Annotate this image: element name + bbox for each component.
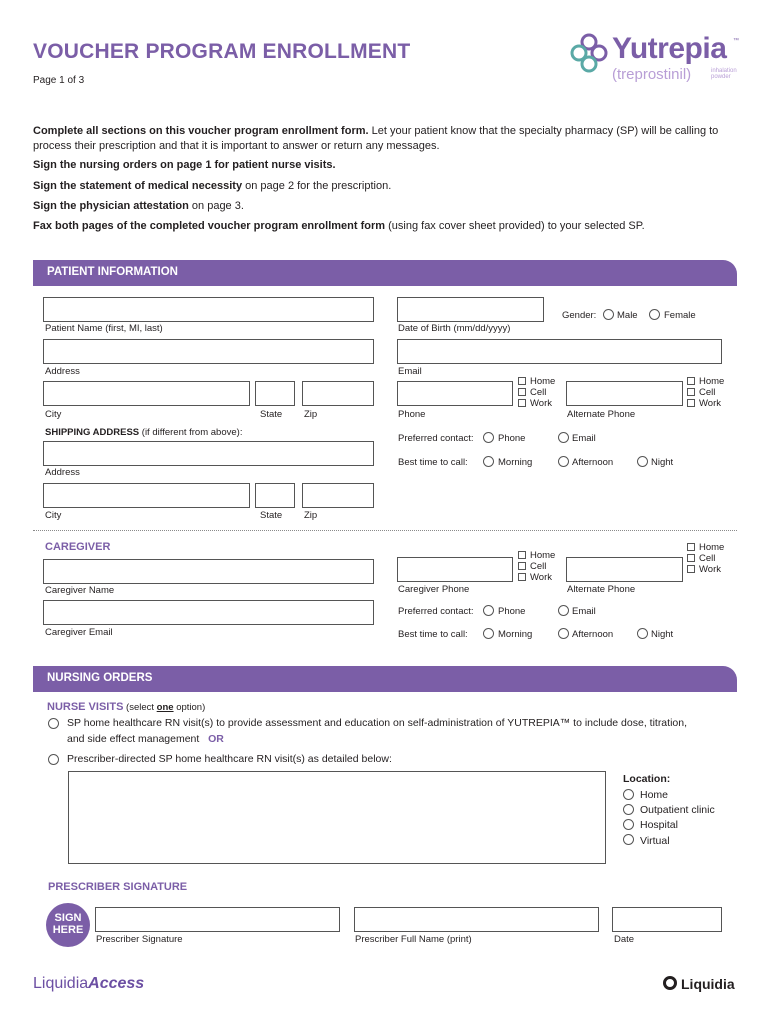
caregiver-heading: CAREGIVER	[45, 541, 111, 553]
yutrepia-logo-icon	[568, 32, 610, 74]
logo-form: inhalation powder	[711, 68, 737, 80]
location-home-label: Home	[640, 789, 669, 801]
prescriber-signature-label: Prescriber Signature	[96, 934, 183, 945]
ship-address-label: Address	[45, 467, 80, 478]
alt-phone-label: Alternate Phone	[567, 409, 636, 420]
dob-field[interactable]	[397, 297, 544, 322]
pref-email-label: Email	[572, 433, 596, 444]
nurse-visits-heading: NURSE VISITS (select one option)	[47, 701, 206, 713]
state-field[interactable]	[255, 381, 295, 406]
section-divider	[33, 530, 737, 531]
cg-pref-contact-label: Preferred contact:	[398, 606, 474, 617]
liquidia-logo-icon	[663, 976, 677, 990]
prescriber-signature-heading: PRESCRIBER SIGNATURE	[48, 881, 188, 893]
time-morning-radio[interactable]	[483, 456, 494, 467]
cg-alt-cell-label: Cell	[699, 553, 716, 564]
zip-label: Zip	[304, 409, 318, 420]
caregiver-email-label: Caregiver Email	[45, 627, 113, 638]
nurse-option-2-text: Prescriber-directed SP home healthcare RN visit(s) as detailed below:	[67, 753, 392, 765]
time-afternoon-label: Afternoon	[572, 457, 614, 468]
cg-pref-phone-label: Phone	[498, 606, 526, 617]
alt-phone-home-checkbox[interactable]	[687, 377, 695, 385]
phone-label: Phone	[398, 409, 426, 420]
alt-phone-cell-checkbox[interactable]	[687, 388, 695, 396]
sign-here-badge: SIGN HERE	[46, 903, 90, 947]
cg-pref-phone-radio[interactable]	[483, 605, 494, 616]
time-morning-label: Morning	[498, 457, 533, 468]
ship-state-label: State	[260, 510, 283, 521]
phone-home-checkbox[interactable]	[518, 377, 526, 385]
ship-city-label: City	[45, 510, 62, 521]
cg-time-night-radio[interactable]	[637, 628, 648, 639]
caregiver-phone-field[interactable]	[397, 557, 513, 582]
cg-alt-work-label: Work	[699, 564, 721, 575]
address-label: Address	[45, 366, 80, 377]
logo-generic-name: (treprostinil)	[612, 66, 692, 83]
page-number: Page 1 of 3	[33, 75, 85, 86]
cg-time-night-label: Night	[651, 629, 674, 640]
cg-alt-home-label: Home	[699, 542, 725, 553]
alt-phone-cell-label: Cell	[699, 387, 716, 398]
pref-contact-label: Preferred contact:	[398, 433, 474, 444]
best-time-label: Best time to call:	[398, 457, 468, 468]
nurse-option-2-radio[interactable]	[48, 754, 59, 765]
cg-phone-work-checkbox[interactable]	[518, 573, 526, 581]
email-label: Email	[398, 366, 422, 377]
phone-work-label: Work	[530, 398, 552, 409]
cg-phone-work-label: Work	[530, 572, 552, 583]
patient-name-field[interactable]	[43, 297, 374, 322]
instruction-1: Complete all sections on this voucher program enrollment form. Let your patient know that the specialty pharmacy (SP) will be calling to process their prescription and that it is important to answer or return any messages.	[33, 125, 719, 152]
time-night-radio[interactable]	[637, 456, 648, 467]
phone-field[interactable]	[397, 381, 513, 406]
nurse-visit-details-field[interactable]	[68, 771, 606, 864]
liquidia-access-logo: LiquidiaAccess	[33, 975, 145, 992]
logo-tm: ™	[733, 38, 739, 44]
location-hospital-radio[interactable]	[623, 819, 634, 830]
zip-field[interactable]	[302, 381, 374, 406]
caregiver-alt-phone-field[interactable]	[566, 557, 683, 582]
page-title: VOUCHER PROGRAM ENROLLMENT	[33, 40, 411, 63]
caregiver-email-field[interactable]	[43, 600, 374, 625]
gender-male-radio[interactable]	[603, 309, 614, 320]
phone-cell-label: Cell	[530, 387, 547, 398]
prescriber-name-field[interactable]	[354, 907, 599, 932]
cg-pref-email-label: Email	[572, 606, 596, 617]
pref-email-radio[interactable]	[558, 432, 569, 443]
phone-work-checkbox[interactable]	[518, 399, 526, 407]
dob-label: Date of Birth (mm/dd/yyyy)	[398, 323, 511, 334]
date-label: Date	[614, 934, 635, 945]
nurse-option-1-radio[interactable]	[48, 718, 59, 729]
cg-time-morning-radio[interactable]	[483, 628, 494, 639]
nurse-option-1-text: SP home healthcare RN visit(s) to provide assessment and education on self-administration of YUTREPIA™ to include dose, titration,	[67, 717, 687, 729]
cg-best-time-label: Best time to call:	[398, 629, 468, 640]
cg-phone-cell-label: Cell	[530, 561, 547, 572]
patient-name-label: Patient Name (first, MI, last)	[45, 323, 163, 334]
cg-phone-home-label: Home	[530, 550, 556, 561]
gender-female-label: Female	[664, 310, 696, 321]
email-field[interactable]	[397, 339, 722, 364]
nursing-orders-band: NURSING ORDERS	[33, 666, 737, 692]
cg-time-afternoon-radio[interactable]	[558, 628, 569, 639]
gender-female-radio[interactable]	[649, 309, 660, 320]
cg-alt-work-checkbox[interactable]	[687, 565, 695, 573]
gender-label: Gender:	[562, 310, 597, 321]
alt-phone-field[interactable]	[566, 381, 683, 406]
prescriber-signature-field[interactable]	[95, 907, 340, 932]
logo-wordmark: Yutrepia	[612, 32, 727, 65]
location-outpatient-radio[interactable]	[623, 804, 634, 815]
location-home-radio[interactable]	[623, 789, 634, 800]
instruction-4: Sign the physician attestation on page 3.	[33, 200, 244, 212]
location-outpatient-label: Outpatient clinic	[640, 804, 715, 816]
instruction-5: Fax both pages of the completed voucher program enrollment form (using fax cover sheet provided) to your selected SP.	[33, 220, 645, 232]
date-field[interactable]	[612, 907, 722, 932]
phone-home-label: Home	[530, 376, 556, 387]
cg-phone-home-checkbox[interactable]	[518, 551, 526, 559]
location-virtual-label: Virtual	[640, 835, 670, 847]
time-afternoon-radio[interactable]	[558, 456, 569, 467]
liquidia-logo-text: Liquidia	[681, 976, 735, 992]
location-hospital-label: Hospital	[640, 819, 678, 831]
instruction-3: Sign the statement of medical necessity on page 2 for the prescription.	[33, 180, 392, 192]
address-field[interactable]	[43, 339, 374, 364]
cg-time-afternoon-label: Afternoon	[572, 629, 614, 640]
gender-male-label: Male	[617, 310, 638, 321]
city-field[interactable]	[43, 381, 250, 406]
cg-phone-cell-checkbox[interactable]	[518, 562, 526, 570]
state-label: State	[260, 409, 283, 420]
caregiver-name-field[interactable]	[43, 559, 374, 584]
cg-pref-email-radio[interactable]	[558, 605, 569, 616]
caregiver-phone-label: Caregiver Phone	[398, 584, 470, 595]
caregiver-alt-phone-label: Alternate Phone	[567, 584, 636, 595]
instruction-2: Sign the nursing orders on page 1 for patient nurse visits.	[33, 159, 336, 171]
shipping-address-heading: SHIPPING ADDRESS (if different from above):	[45, 427, 243, 438]
cg-time-morning-label: Morning	[498, 629, 533, 640]
pref-phone-radio[interactable]	[483, 432, 494, 443]
caregiver-name-label: Caregiver Name	[45, 585, 115, 596]
cg-alt-home-checkbox[interactable]	[687, 543, 695, 551]
ship-address-field[interactable]	[43, 441, 374, 466]
alt-phone-work-label: Work	[699, 398, 721, 409]
patient-info-band: PATIENT INFORMATION	[33, 260, 737, 286]
ship-zip-field[interactable]	[302, 483, 374, 508]
nurse-option-1-text-2: and side effect management OR	[67, 733, 224, 745]
location-virtual-radio[interactable]	[623, 834, 634, 845]
location-label: Location:	[623, 773, 671, 785]
alt-phone-work-checkbox[interactable]	[687, 399, 695, 407]
phone-cell-checkbox[interactable]	[518, 388, 526, 396]
ship-city-field[interactable]	[43, 483, 250, 508]
city-label: City	[45, 409, 62, 420]
prescriber-name-label: Prescriber Full Name (print)	[355, 934, 472, 945]
alt-phone-home-label: Home	[699, 376, 725, 387]
ship-state-field[interactable]	[255, 483, 295, 508]
time-night-label: Night	[651, 457, 674, 468]
ship-zip-label: Zip	[304, 510, 318, 521]
cg-alt-cell-checkbox[interactable]	[687, 554, 695, 562]
pref-phone-label: Phone	[498, 433, 526, 444]
